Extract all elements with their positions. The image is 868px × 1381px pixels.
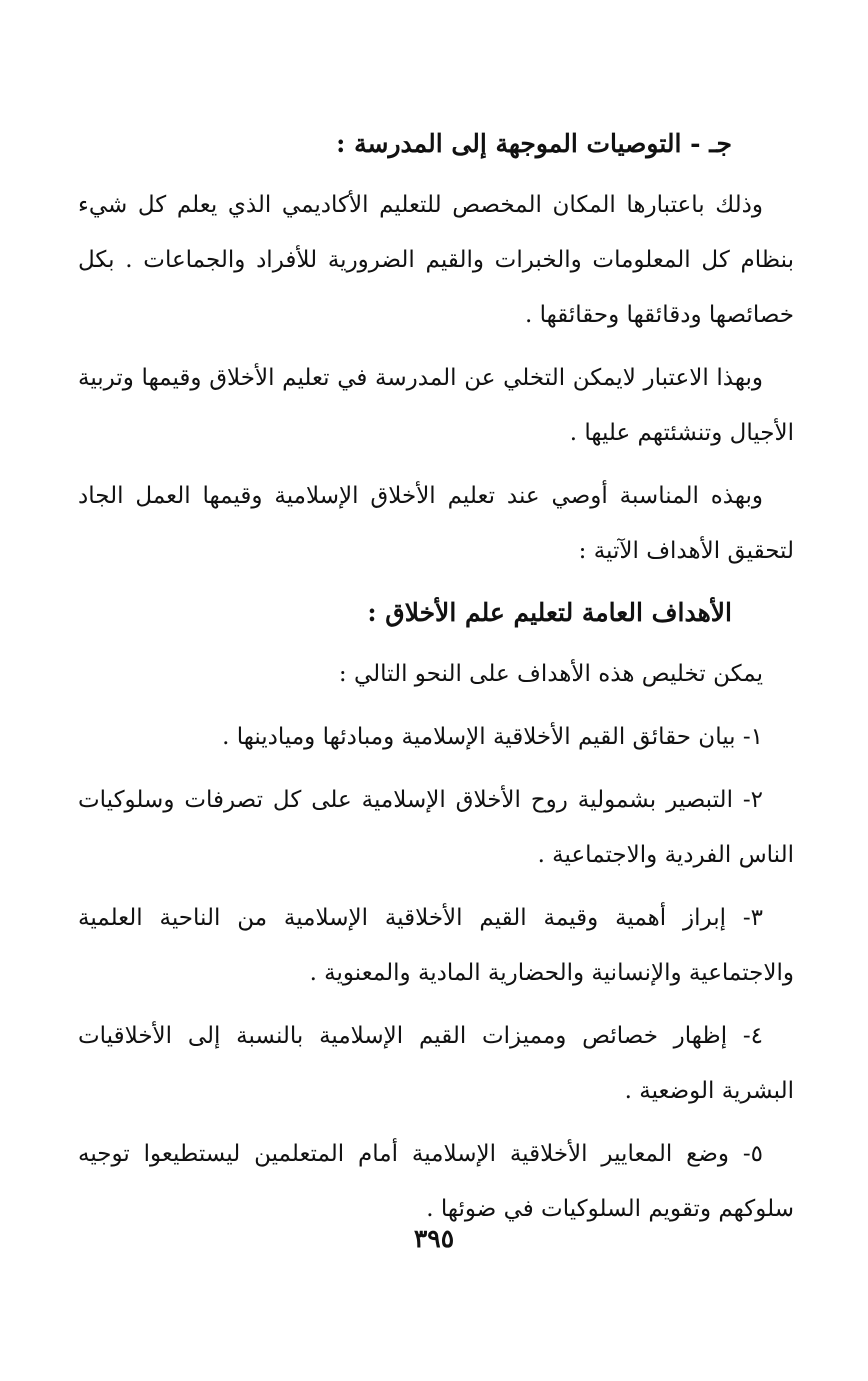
spacer [78,883,794,891]
spacer [78,765,794,773]
paragraph-school-definition: وذلك باعتبارها المكان المخصص للتعليم الأكاديمي الذي يعلم كل شيء بنظام كل المعلومات والخبرات والقيم الضرورية للأفراد والجماعات . بكل خصائصها ودقائقها وحقائقها . [78,192,794,328]
paragraph-recommendation: وبهذه المناسبة أوصي عند تعليم الأخلاق الإسلامية وقيمها العمل الجاد لتحقيق الأهداف الآتية : [78,483,794,564]
spacer [78,579,794,587]
paragraph-school-role: وبهذا الاعتبار لايمكن التخلي عن المدرسة في تعليم الأخلاق وقيمها وتربية الأجيال وتنشئتهم عليها . [78,365,794,446]
goal-item-5: ٥- وضع المعايير الأخلاقية الإسلامية أمام المتعلمين ليستطيعوا توجيه سلوكهم وتقويم السلوكيات في ضوئها . [78,1141,794,1222]
spacer [78,639,794,647]
section-heading: جـ - التوصيات الموجهة إلى المدرسة : [336,129,732,158]
goal-item-4: ٤- إظهار خصائص ومميزات القيم الإسلامية بالنسبة إلى الأخلاقيات البشرية الوضعية . [78,1023,794,1104]
page-number: ٣٩٥ [413,1224,455,1253]
goal-item-1: ١- بيان حقائق القيم الأخلاقية الإسلامية ومبادئها وميادينها . [222,724,763,750]
document-body [78,118,794,1237]
goal-item-3: ٣- إبراز أهمية وقيمة القيم الأخلاقية الإسلامية من الناحية العلمية والاجتماعية والإنسانية والحضارية المادية والمعنوية . [78,905,794,986]
spacer [78,1001,794,1009]
spacer [78,702,794,710]
spacer [78,343,794,351]
spacer [78,1119,794,1127]
spacer [78,170,794,178]
spacer [78,461,794,469]
goal-item-2: ٢- التبصير بشمولية روح الأخلاق الإسلامية على كل تصرفات وسلوكيات الناس الفردية والاجتماعية . [78,787,794,868]
goals-heading: الأهداف العامة لتعليم علم الأخلاق : [367,598,732,627]
goals-intro: يمكن تخليص هذه الأهداف على النحو التالي : [338,661,763,687]
